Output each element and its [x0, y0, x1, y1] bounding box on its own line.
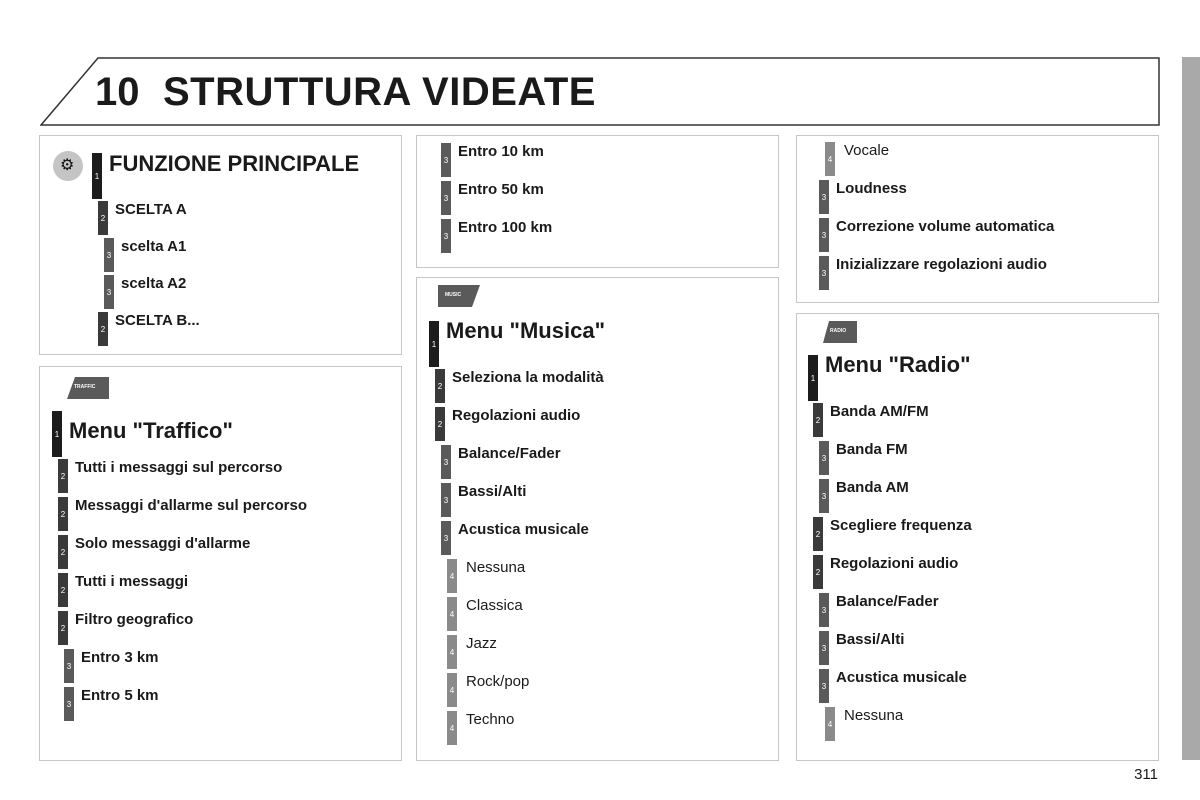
box-musica-continued	[796, 135, 1159, 303]
level-marker: 2	[435, 407, 445, 441]
level-marker: 3	[441, 445, 451, 479]
item-label: Correzione volume automatica	[836, 218, 1055, 235]
level-marker: 3	[104, 238, 114, 272]
item-label: Messaggi d'allarme sul percorso	[75, 497, 307, 514]
level-marker: 2	[58, 611, 68, 645]
radio-badge-icon	[823, 321, 865, 343]
item-label: Balance/Fader	[458, 445, 561, 462]
item-label: Tutti i messaggi sul percorso	[75, 459, 283, 476]
item-label: Vocale	[844, 142, 890, 159]
level-marker: 2	[813, 403, 823, 437]
level-marker: 4	[825, 707, 835, 741]
item-label: Balance/Fader	[836, 593, 939, 610]
level-marker: 2	[58, 497, 68, 531]
level-marker: 2	[98, 201, 108, 235]
item-label: Menu "Radio"	[825, 352, 971, 377]
level-marker: 2	[58, 459, 68, 493]
item-label: Menu "Musica"	[446, 318, 605, 343]
item-label: Classica	[466, 597, 523, 614]
level-marker: 3	[441, 483, 451, 517]
level-marker: 4	[447, 597, 457, 631]
level-marker: 2	[435, 369, 445, 403]
item-label: Scegliere frequenza	[830, 517, 972, 534]
item-label: Entro 50 km	[458, 181, 544, 198]
level-marker: 4	[447, 673, 457, 707]
level-marker: 3	[64, 687, 74, 721]
level-marker: 3	[819, 593, 829, 627]
level-marker: 3	[819, 441, 829, 475]
level-marker: 3	[819, 256, 829, 290]
level-marker: 3	[104, 275, 114, 309]
item-label: Menu "Traffico"	[69, 418, 233, 443]
item-label: Banda AM	[836, 479, 909, 496]
item-label: Inizializzare regolazioni audio	[836, 256, 1047, 273]
item-label: Acustica musicale	[458, 521, 589, 538]
item-label: SCELTA B...	[115, 312, 200, 329]
item-label: Bassi/Alti	[836, 631, 905, 648]
item-label: Entro 3 km	[81, 649, 159, 666]
item-label: Acustica musicale	[836, 669, 967, 686]
side-tab	[1182, 57, 1200, 760]
level-marker: 1	[52, 411, 62, 457]
page-title: STRUTTURA VIDEATE	[163, 70, 596, 114]
level-marker: 3	[64, 649, 74, 683]
item-label: Seleziona la modalità	[452, 369, 604, 386]
level-marker: 4	[447, 635, 457, 669]
level-marker: 3	[819, 218, 829, 252]
item-label: Jazz	[466, 635, 497, 652]
item-label: Entro 5 km	[81, 687, 159, 704]
traffic-badge-icon	[67, 377, 109, 399]
item-label: SCELTA A	[115, 201, 187, 218]
box-menu-traffico	[39, 366, 402, 761]
level-marker: 2	[58, 535, 68, 569]
item-label: FUNZIONE PRINCIPALE	[109, 151, 360, 176]
settings-icon: ⚙	[53, 151, 83, 181]
badge-label: TRAFFIC	[74, 384, 96, 390]
level-marker: 3	[441, 143, 451, 177]
item-label: Bassi/Alti	[458, 483, 527, 500]
box-menu-musica	[416, 277, 779, 761]
level-marker: 3	[441, 521, 451, 555]
level-marker: 4	[447, 559, 457, 593]
level-marker: 3	[819, 669, 829, 703]
level-marker: 3	[819, 479, 829, 513]
item-label: Solo messaggi d'allarme	[75, 535, 251, 552]
level-marker: 4	[825, 142, 835, 176]
music-badge-icon	[438, 285, 480, 307]
level-marker: 1	[92, 153, 102, 199]
level-marker: 3	[441, 219, 451, 253]
level-marker: 1	[808, 355, 818, 401]
level-marker: 2	[813, 555, 823, 589]
item-label: Nessuna	[466, 559, 526, 576]
item-label: Entro 100 km	[458, 219, 553, 236]
page-number: 311	[1134, 766, 1158, 783]
item-label: Loudness	[836, 180, 907, 197]
box-funzione-principale	[39, 135, 402, 355]
item-label: Nessuna	[844, 707, 904, 724]
level-marker: 3	[819, 180, 829, 214]
item-label: Banda FM	[836, 441, 908, 458]
chapter-number: 10	[95, 70, 140, 114]
item-label: Rock/pop	[466, 673, 530, 690]
level-marker: 3	[819, 631, 829, 665]
chapter-header	[40, 57, 1160, 126]
badge-label: RADIO	[830, 328, 847, 334]
level-marker: 1	[429, 321, 439, 367]
level-marker: 2	[98, 312, 108, 346]
level-marker: 2	[813, 517, 823, 551]
box-traffico-continued	[416, 135, 779, 268]
item-label: scelta A1	[121, 238, 187, 255]
item-label: Regolazioni audio	[830, 555, 959, 572]
item-label: scelta A2	[121, 275, 187, 292]
item-label: Filtro geografico	[75, 611, 194, 628]
item-label: Tutti i messaggi	[75, 573, 189, 590]
level-marker: 2	[58, 573, 68, 607]
level-marker: 4	[447, 711, 457, 745]
level-marker: 3	[441, 181, 451, 215]
item-label: Entro 10 km	[458, 143, 544, 160]
badge-label: MUSIC	[445, 292, 462, 298]
item-label: Banda AM/FM	[830, 403, 929, 420]
item-label: Regolazioni audio	[452, 407, 581, 424]
item-label: Techno	[466, 711, 515, 728]
box-menu-radio	[796, 313, 1159, 761]
